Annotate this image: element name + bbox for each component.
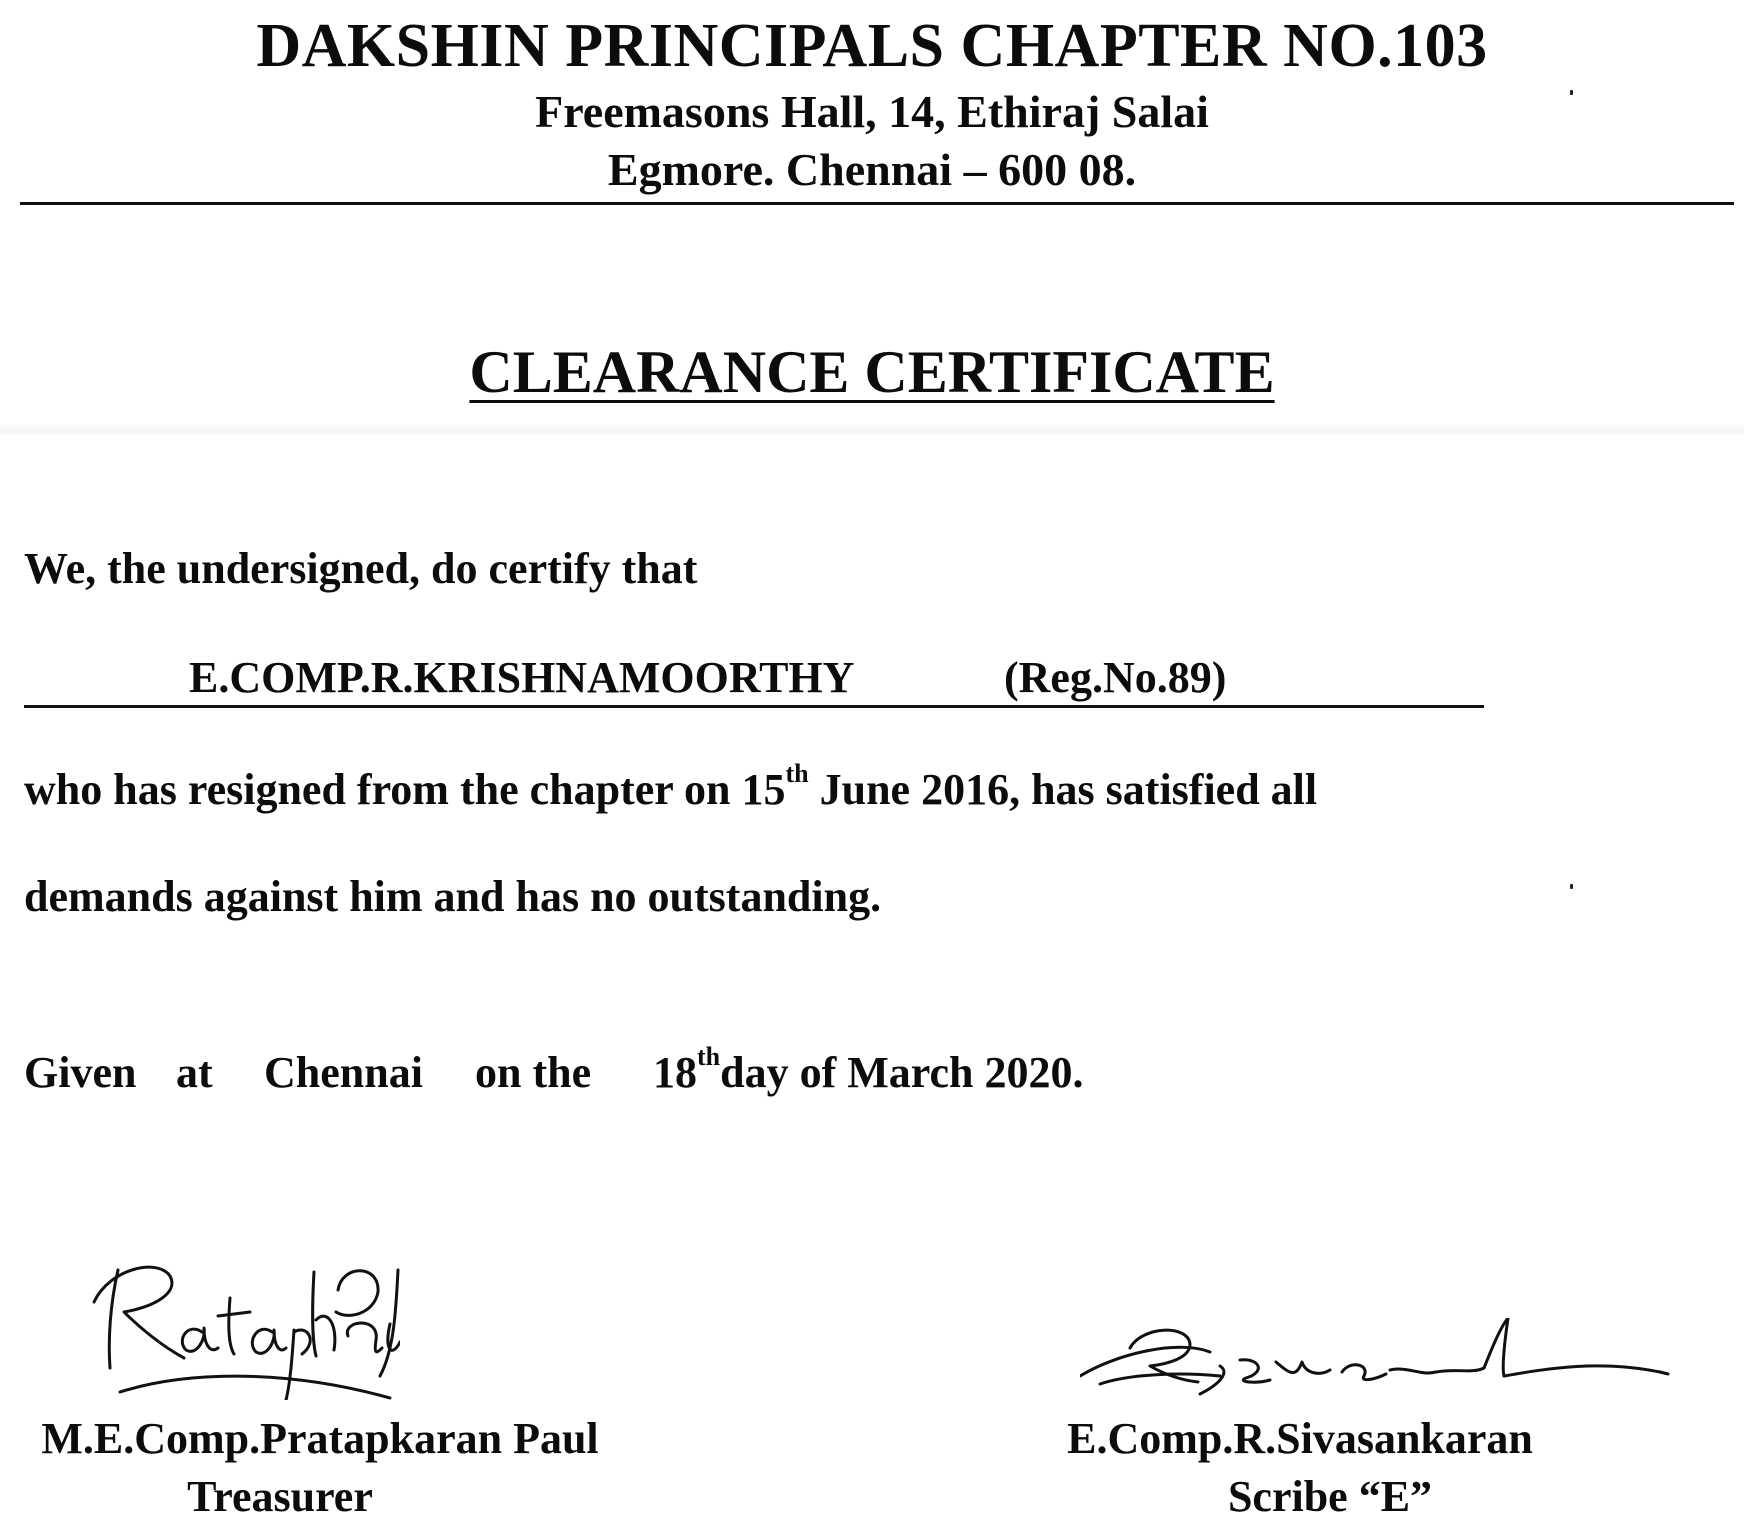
resignation-text-end: June 2016, has satisfied all <box>808 765 1318 814</box>
treasurer-signature <box>80 1250 400 1400</box>
treasurer-name: M.E.Comp.Pratapkaran Paul <box>41 1414 599 1463</box>
given-on-the: on the <box>475 1048 592 1097</box>
given-day: 18 <box>653 1048 697 1097</box>
scribe-signature <box>1080 1318 1670 1408</box>
resignation-line <box>24 759 1318 817</box>
given-day-suffix: th <box>697 1042 721 1072</box>
member-name-underline <box>24 705 1484 708</box>
given-date-rest: day of March 2020. <box>720 1048 1084 1097</box>
header-divider <box>20 202 1734 205</box>
member-name-row <box>24 650 1484 708</box>
given-word: Given <box>24 1048 137 1097</box>
scribe-name: E.Comp.R.Sivasankaran <box>1067 1414 1533 1463</box>
certificate-title: CLEARANCE CERTIFICATE <box>469 339 1275 405</box>
scan-speck <box>1570 884 1573 889</box>
given-at: at <box>176 1048 213 1097</box>
registration-number: (Reg.No.89) <box>1004 653 1227 702</box>
address-line-1: Freemasons Hall, 14, Ethiraj Salai <box>535 86 1209 137</box>
scan-speck <box>1570 90 1573 95</box>
scribe-title: Scribe “E” <box>1227 1472 1433 1521</box>
member-name: E.COMP.R.KRISHNAMOORTHY <box>189 653 855 702</box>
resignation-day-suffix: th <box>785 759 809 789</box>
organization-name: DAKSHIN PRINCIPALS CHAPTER NO.103 <box>256 12 1488 80</box>
resignation-text-start: who has resigned from the chapter on 15 <box>24 765 786 814</box>
treasurer-title: Treasurer <box>187 1472 373 1521</box>
given-place: Chennai <box>264 1048 423 1097</box>
address-line-2: Egmore. Chennai – 600 08. <box>607 144 1137 195</box>
given-line <box>24 1042 1084 1100</box>
demands-line: demands against him and has no outstanding. <box>24 872 882 921</box>
certify-intro: We, the undersigned, do certify that <box>24 544 698 593</box>
paper-fold <box>0 424 1744 436</box>
